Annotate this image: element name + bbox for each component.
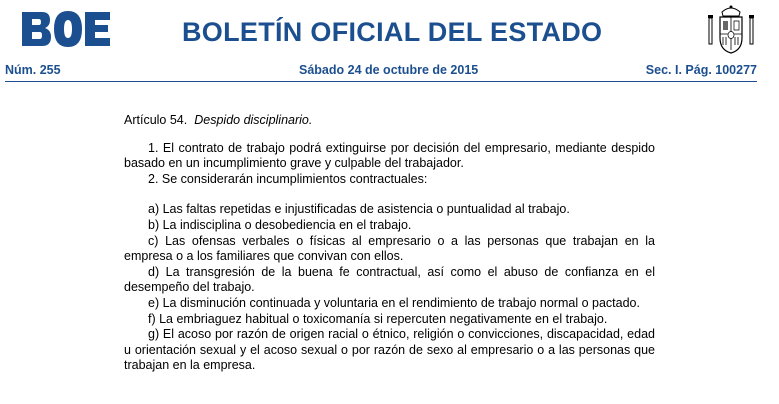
- article-heading: [124, 113, 655, 129]
- page-title: BOLETÍN OFICIAL DEL ESTADO: [182, 17, 603, 47]
- article-body: [124, 113, 655, 374]
- list-item-c: c) Las ofensas verbales o físicas al empresario o a las personas que trabajan en la empresa o a los familiares que convivan con ellos.: [124, 233, 655, 264]
- list-item-d: d) La transgresión de la buena fe contractual, así como el abuso de confianza en el desempeño del trabajo.: [124, 264, 655, 295]
- article-title: Despido disciplinario.: [194, 113, 313, 127]
- list-item-a: a) Las faltas repetidas e injustificadas de asistencia o puntualidad al trabajo.: [148, 202, 570, 217]
- list-item-f: f) La embriaguez habitual o toxicomanía si repercuten negativamente en el trabajo.: [148, 311, 608, 326]
- coat-of-arms-icon: [708, 4, 754, 56]
- issue-info-bar: [5, 62, 757, 82]
- paragraph-1: 1. El contrato de trabajo podrá extinguirse por decisión del empresario, mediante despido basado en un incumplimiento grave y culpable del trabajador.: [124, 140, 655, 171]
- section-page: Sec. I. Pág. 100277: [645, 63, 757, 77]
- list-item-b: b) La indisciplina o desobediencia en el trabajo.: [148, 217, 412, 232]
- boe-logo: [20, 10, 112, 48]
- list-item-g: g) El acoso por razón de origen racial o étnico, religión o convicciones, discapacidad, edad u orientación sexual y el acoso sexual o por razón de sexo al empresario o a las personas que trabajan en la empresa.: [124, 327, 655, 373]
- list-item-e: e) La disminución continuada y voluntaria en el rendimiento de trabajo normal o pactado.: [148, 295, 640, 310]
- issue-number: Núm. 255: [5, 63, 61, 77]
- issue-date: Sábado 24 de octubre de 2015: [299, 63, 479, 77]
- infractions-list: [124, 202, 655, 374]
- page-header: [0, 0, 779, 62]
- article-label: Artículo 54.: [124, 113, 188, 127]
- paragraph-2: 2. Se considerarán incumplimientos contractuales:: [148, 171, 428, 186]
